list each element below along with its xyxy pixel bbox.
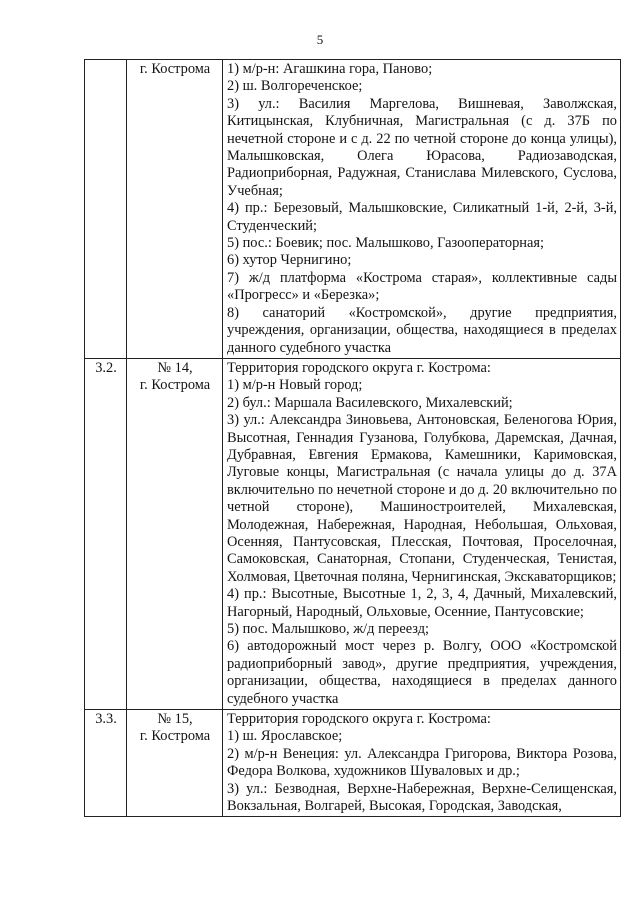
territory-item: 2) м/р-н Венеция: ул. Александра Григорова, Виктора Розова, Федора Волкова, художников Шуваловых и др.; <box>227 745 617 780</box>
territory-item: 4) пр.: Высотные, Высотные 1, 2, 3, 4, Дачный, Михалевский, Нагорный, Народный, Ольховые, Осенние, Пантусовские; <box>227 586 617 620</box>
page-number: 5 <box>316 32 324 47</box>
territory-item: 6) автодорожный мост через р. Волгу, ООО «Костромской радиоприборный завод», другие предприятия, учреждения, организации, общества, находящиеся в пределах данного судебного участка <box>227 638 617 707</box>
district-cell <box>127 710 223 817</box>
row-number <box>85 60 127 359</box>
district-city: г. Кострома <box>139 728 211 745</box>
territory-item: 5) пос.: Боевик; пос. Малышково, Газооператорная; <box>227 235 544 252</box>
table-row <box>85 358 621 709</box>
territory-item: 5) пос. Малышково, ж/д переезд; <box>227 621 430 637</box>
territory-item: 7) ж/д платформа «Кострома старая», коллективные сады «Прогресс» и «Березка»; <box>227 269 617 304</box>
territory-item: 4) пр.: Березовый, Малышковские, Силикатный 1-й, 2-й, 3-й, Студенческий; <box>227 200 617 234</box>
territory-item: 6) хутор Чернигино; <box>227 252 352 269</box>
row-number: 3.2. <box>85 358 127 709</box>
district-city: г. Кострома <box>139 377 211 394</box>
territory-description <box>223 60 621 359</box>
territory-heading: Территория городского округа г. Кострома: <box>227 359 491 376</box>
territory-description <box>223 358 621 709</box>
district-cell <box>127 358 223 709</box>
territory-item: 1) м/р-н: Агашкина гора, Паново; <box>227 61 433 77</box>
territory-item: 3) ул.: Александра Зиновьева, Антоновская, Беленогова Юрия, Высотная, Геннадия Гузанова, Голубкова, Даремская, Дачная, Дубравная, Евгения Ермакова, Камешники, Каримовская, Луговые концы, Магистральная (с начала улицы до д. 37А включительно по нечетной стороне и до д. 20 включительно по четной стороне), Машиностроителей, Михалевская, Молодежная, Набережная, Народная, Небольшая, Ольховая, Осенняя, Пантусовская, Плесская, Почтовая, Проселочная, Самоковская, Санаторная, Стопани, Студенческая, Тенистая, Холмовая, Цветочная поляна, Чернигинская, Экскаваторщиков; <box>227 412 617 585</box>
territory-item: 3) ул.: Василия Маргелова, Вишневая, Заволжская, Китицынская, Клубничная, Магистральная (с д. 37Б по нечетной стороне и с д. 22 по четной стороне до конца улицы), Малышковская, Олега Юрасова, Радиозаводская, Радиоприборная, Радужная, Станислава Милевского, Суслова, Учебная; <box>227 95 617 199</box>
territory-item: 1) ш. Ярославское; <box>227 728 343 745</box>
district-cell <box>127 60 223 359</box>
table-row <box>85 710 621 817</box>
territory-item: 8) санаторий «Костромской», другие предприятия, учреждения, организации, общества, находящиеся в пределах данного судебного участка <box>227 304 617 356</box>
district-city: г. Кострома <box>139 61 211 77</box>
territory-item: 1) м/р-н Новый город; <box>227 377 363 394</box>
territory-item: 2) бул.: Маршала Василевского, Михалевский; <box>227 394 513 411</box>
territory-description <box>223 710 621 817</box>
table-row <box>85 60 621 359</box>
district-number: № 14, <box>157 359 193 376</box>
territory-heading: Территория городского округа г. Кострома: <box>227 711 491 728</box>
court-districts-table <box>84 59 621 817</box>
district-number: № 15, <box>157 711 193 728</box>
row-number: 3.3. <box>85 710 127 817</box>
territory-item: 2) ш. Волгореченское; <box>227 78 363 95</box>
territory-item: 3) ул.: Безводная, Верхне-Набережная, Верхне-Селищенская, Вокзальная, Волгарей, Высокая, Городская, Заводская, <box>227 780 617 815</box>
